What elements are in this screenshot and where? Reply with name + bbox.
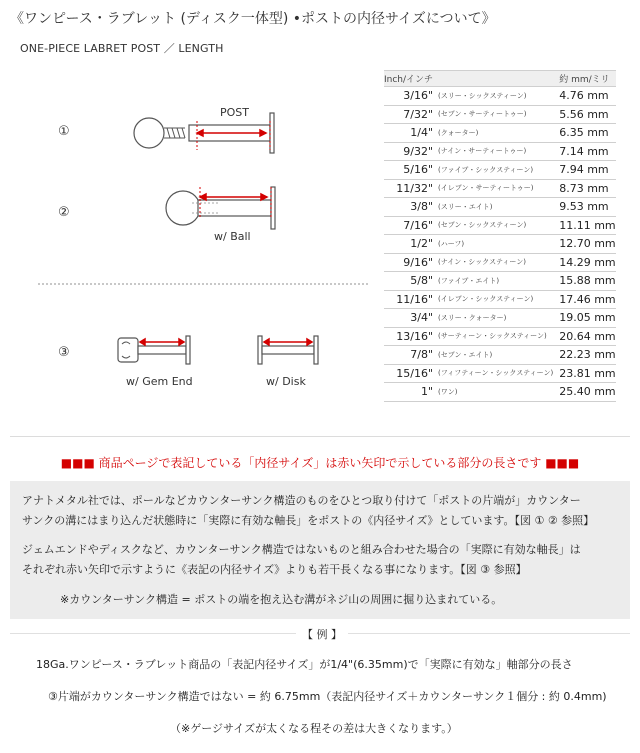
table-row — [384, 142, 616, 161]
table-row — [384, 327, 616, 346]
dotted-separator — [38, 283, 368, 285]
post-label: POST — [220, 106, 249, 119]
example-heading: 【 例 】 — [296, 626, 348, 642]
mm-value: 12.70 mm — [553, 235, 615, 254]
figure-number-3: ③ — [58, 345, 70, 360]
section-divider — [10, 436, 630, 437]
explanation-p1-line2: サンクの溝にはまり込んだ状態時に「実際に有効な軸長」をポストの《内径サイズ》としています。【図 ① ② 参照】 — [22, 514, 595, 527]
inch-reading: (ハーフ) — [435, 235, 553, 254]
explanation-p2-line1: ジェムエンドやディスクなど、カウンターサンク構造ではないものと組み合わせた場合の「実際に有効な軸長」は — [22, 543, 581, 556]
length-arrow — [264, 339, 312, 345]
inch-value: 11/16" — [384, 290, 435, 309]
inch-reading: (イレブン・サーティートゥー) — [435, 179, 553, 198]
mm-value: 7.14 mm — [553, 142, 615, 161]
inch-reading: (スリー・シックスティーン) — [435, 87, 553, 106]
ball-post-diagram — [150, 183, 285, 233]
mm-value: 15.88 mm — [553, 272, 615, 291]
page-title: 《ワンピース・ラブレット (ディスク一体型) •ポストの内径サイズについて》 — [10, 11, 496, 27]
inch-value: 7/8" — [384, 346, 435, 365]
thread-shape — [164, 128, 185, 138]
inch-column-header: Inch/インチ — [384, 71, 435, 87]
table-row — [384, 309, 616, 328]
mm-value: 19.05 mm — [553, 309, 615, 328]
inch-value: 9/16" — [384, 253, 435, 272]
mm-value: 8.73 mm — [553, 179, 615, 198]
inch-reading: (イレブン・シックスティーン) — [435, 290, 553, 309]
inch-reading: (ファイブ・シックスティーン) — [435, 161, 553, 180]
disk-end-shape — [271, 187, 275, 229]
inch-reading: (ナイン・シックスティーン) — [435, 253, 553, 272]
figure-number-2: ② — [58, 205, 70, 220]
table-row — [384, 124, 616, 143]
inch-value: 7/16" — [384, 216, 435, 235]
ball-label: w/ Ball — [214, 230, 251, 243]
explanation-note: ※カウンターサンク構造 = ポストの端を抱え込む溝がネジ山の周囲に掘り込まれている。 — [60, 593, 503, 606]
post-diagram — [125, 110, 285, 160]
inch-value: 5/8" — [384, 272, 435, 291]
inch-value: 5/16" — [384, 161, 435, 180]
table-row — [384, 87, 616, 106]
inch-value: 1/2" — [384, 235, 435, 254]
mm-value: 6.35 mm — [553, 124, 615, 143]
gem-end-diagram — [110, 332, 200, 368]
figure-number-1: ① — [58, 124, 70, 139]
inch-reading: (クォーター) — [435, 124, 553, 143]
inch-reading: (ナイン・サーティートゥー) — [435, 142, 553, 161]
inch-value: 3/8" — [384, 198, 435, 217]
page-subtitle: ONE-PIECE LABRET POST ／ LENGTH — [20, 42, 224, 55]
mm-value: 17.46 mm — [553, 290, 615, 309]
mm-value: 7.94 mm — [553, 161, 615, 180]
mm-value: 20.64 mm — [553, 327, 615, 346]
inch-reading: (サーティーン・シックスティーン) — [435, 327, 553, 346]
inch-value: 1" — [384, 383, 435, 402]
table-row — [384, 364, 616, 383]
table-row — [384, 161, 616, 180]
inch-reading: (セブン・サーティートゥー) — [435, 105, 553, 124]
inch-value: 1/4" — [384, 124, 435, 143]
mm-value: 4.76 mm — [553, 87, 615, 106]
table-row — [384, 290, 616, 309]
inch-reading: (セブン・シックスティーン) — [435, 216, 553, 235]
post-shaft-shape — [138, 346, 186, 354]
disk-end-diagram — [250, 332, 330, 368]
example-line-2: ③片端がカウンターサンク構造ではない = 約 6.75mm（表記内径サイズ＋カウンターサンク１個分 : 約 0.4mm) — [48, 690, 607, 703]
inch-reading: (セブン・エイト) — [435, 346, 553, 365]
explanation-p2-line2: それぞれ赤い矢印で示すように《表記の内径サイズ》よりも若干長くなる事になります。【図 ③ 参照】 — [22, 563, 527, 576]
inch-value: 15/16" — [384, 364, 435, 383]
table-row — [384, 179, 616, 198]
disk-label: w/ Disk — [266, 375, 306, 388]
inch-value: 9/32" — [384, 142, 435, 161]
mm-value: 14.29 mm — [553, 253, 615, 272]
table-row — [384, 235, 616, 254]
mm-value: 11.11 mm — [553, 216, 615, 235]
gem-end-label: w/ Gem End — [126, 375, 193, 388]
table-header-row — [384, 71, 616, 87]
reading-column-header — [435, 71, 553, 87]
table-row — [384, 253, 616, 272]
inch-value: 13/16" — [384, 327, 435, 346]
inch-reading: (ワン) — [435, 383, 553, 402]
notice-banner: ■■■ 商品ページで表記している「内径サイズ」は赤い矢印で示している部分の長さです ■■■ — [60, 456, 580, 470]
size-table — [384, 70, 616, 402]
mm-value: 9.53 mm — [553, 198, 615, 217]
example-line-1: 18Ga.ワンピース・ラブレット商品の「表記内径サイズ」が1/4"(6.35mm)で「実際に有効な」軸部分の長さ — [36, 658, 573, 671]
disk-end-shape-right — [314, 336, 318, 364]
ball-end-shape — [166, 191, 200, 225]
mm-value: 23.81 mm — [553, 364, 615, 383]
post-shaft-shape — [262, 346, 314, 354]
disk-end-shape — [270, 113, 274, 153]
inch-value: 3/16" — [384, 87, 435, 106]
disk-end-shape — [258, 336, 262, 364]
post-shaft-shape — [198, 200, 271, 216]
inch-reading: (フィフティーン・シックスティーン) — [435, 364, 553, 383]
table-row — [384, 216, 616, 235]
inch-reading: (ファイブ・エイト) — [435, 272, 553, 291]
gem-end-shape — [118, 338, 138, 362]
inch-reading: (スリー・クォーター) — [435, 309, 553, 328]
explanation-p1-line1: アナトメタル社では、ポールなどカウンターサンク構造のものをひとつ取り付けて「ポストの片端が」カウンター — [22, 494, 581, 507]
mm-value: 25.40 mm — [553, 383, 615, 402]
table-row — [384, 198, 616, 217]
table-row — [384, 383, 616, 402]
mm-value: 22.23 mm — [553, 346, 615, 365]
inch-value: 7/32" — [384, 105, 435, 124]
ball-end-shape — [134, 118, 164, 148]
mm-column-header: 約 mm/ミリ — [553, 71, 615, 87]
inch-value: 3/4" — [384, 309, 435, 328]
disk-end-shape — [186, 336, 190, 364]
table-row — [384, 105, 616, 124]
table-row — [384, 346, 616, 365]
inch-reading: (スリー・エイト) — [435, 198, 553, 217]
example-line-3: （※ゲージサイズが太くなる程その差は大きくなります。） — [170, 722, 458, 735]
length-arrow — [140, 339, 184, 345]
table-row — [384, 272, 616, 291]
mm-value: 5.56 mm — [553, 105, 615, 124]
inch-value: 11/32" — [384, 179, 435, 198]
